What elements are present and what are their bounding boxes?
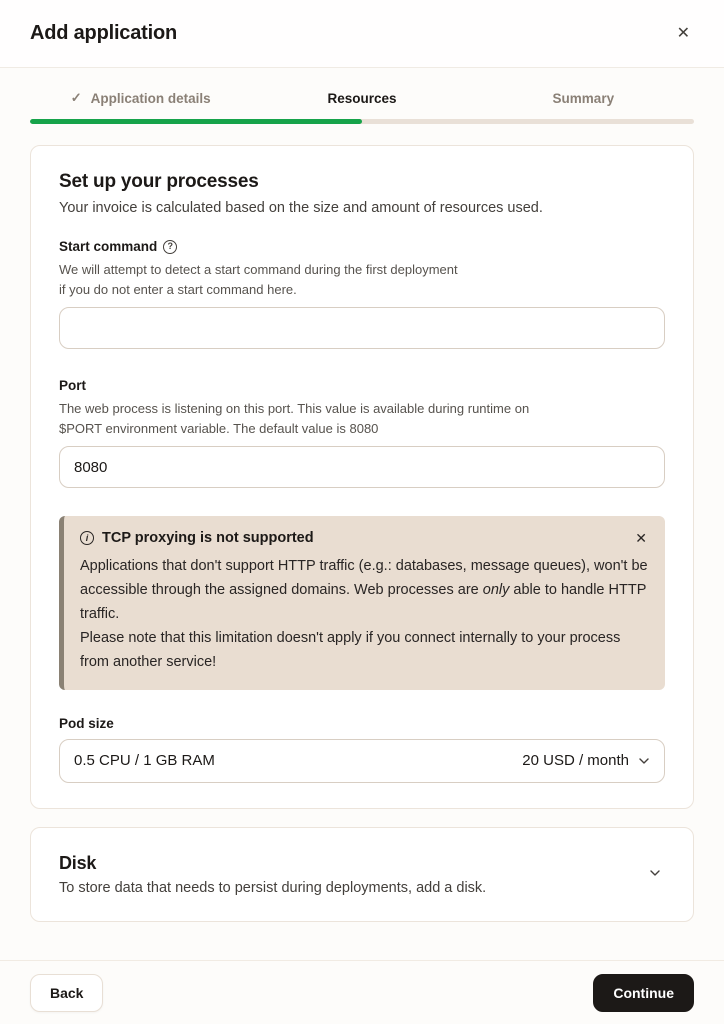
alert-title: TCP proxying is not supported [102,530,314,546]
stepper [0,68,724,124]
step-application-details [30,90,251,106]
disk-expand-button[interactable] [645,863,665,886]
step-label: Application details [90,90,211,106]
chevron-down-icon [638,755,650,767]
chevron-down-icon [649,867,661,879]
modal-footer [0,960,724,1024]
start-command-field-group [59,239,665,349]
modal-header [0,0,724,68]
pod-size-price: 20 USD / month [522,752,629,770]
start-command-input[interactable] [59,307,665,349]
processes-card [30,145,694,809]
start-command-label: Start command [59,239,158,254]
processes-heading: Set up your processes [59,171,259,192]
step-label: Summary [552,90,615,106]
continue-button[interactable]: Continue [593,974,694,1012]
alert-paragraph-1: Applications that don't support HTTP traffic (e.g.: databases, message queues), won't be accessible through the assigned domains. Web processes are only able to handle HTTP traffic. [80,558,648,622]
help-icon[interactable]: ? [163,240,177,254]
alert-body [80,555,649,675]
alert-paragraph-2: Please note that this limitation doesn't apply if you connect internally to your process from another service! [80,629,621,670]
close-icon[interactable]: ✕ [673,22,694,46]
disk-card[interactable] [30,827,694,922]
port-field-group [59,378,665,488]
close-icon[interactable]: ✕ [635,530,647,546]
back-button[interactable]: Back [30,974,103,1012]
tcp-proxy-alert [59,516,665,690]
pod-size-label: Pod size [59,715,114,731]
pod-size-field-group [59,716,665,783]
modal-title: Add application [30,22,178,44]
disk-heading: Disk [59,852,97,873]
port-input[interactable] [59,446,665,488]
step-summary [473,90,694,106]
step-label: Resources [327,90,397,106]
start-command-description: We will attempt to detect a start command during the first deployment if you do not enter a start command here. [59,262,458,297]
port-label: Port [59,378,86,393]
pod-size-select[interactable] [59,739,665,783]
check-icon: ✓ [70,90,82,105]
info-icon: i [80,531,94,545]
pod-size-value: 0.5 CPU / 1 GB RAM [74,752,215,770]
modal-body [0,124,724,922]
disk-description: To store data that needs to persist during deployments, add a disk. [59,879,487,896]
step-resources [251,90,472,106]
port-description: The web process is listening on this port. This value is available during runtime on $PORT environment variable. The default value is 8080 [59,401,530,436]
processes-subheading: Your invoice is calculated based on the size and amount of resources used. [59,200,543,216]
